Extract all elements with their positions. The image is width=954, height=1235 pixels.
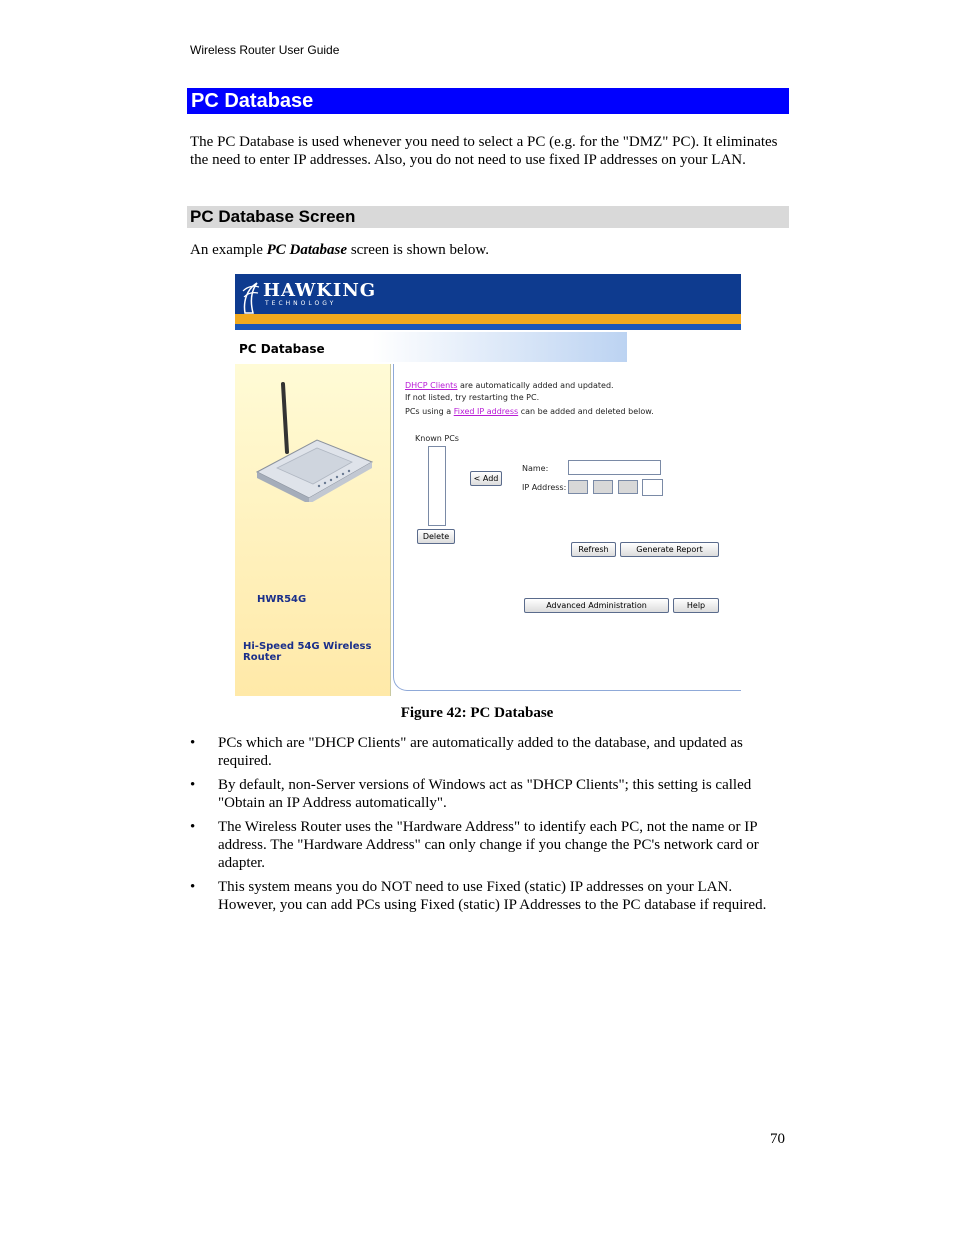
list-item bbox=[190, 776, 788, 812]
bullet-dot: • bbox=[190, 819, 196, 835]
help-button[interactable]: Help bbox=[673, 598, 719, 613]
example-line bbox=[190, 242, 489, 259]
example-emphasis: PC Database bbox=[266, 242, 348, 258]
bullet-text: This system means you do NOT need to use Fixed (static) IP addresses on your LAN. However, you can add PCs using Fixed (static) IP Addresses to the PC database if required. bbox=[218, 879, 767, 913]
bullet-text: By default, non-Server versions of Windows act as "DHCP Clients"; this setting is called "Obtain an IP Address automatically". bbox=[218, 777, 752, 811]
info-line-1-rest: are automatically added and updated. bbox=[457, 381, 614, 390]
bullet-dot: • bbox=[190, 879, 196, 895]
name-input[interactable] bbox=[568, 460, 661, 475]
banner-stripe-blue bbox=[235, 324, 741, 330]
router-image-icon bbox=[247, 382, 377, 502]
advanced-administration-button[interactable]: Advanced Administration bbox=[524, 598, 669, 613]
example-suffix: screen is shown below. bbox=[347, 242, 489, 258]
bullet-text: The Wireless Router uses the "Hardware Address" to identify each PC, not the name or IP address. The "Hardware Address" can only change if you change the PC's network card or adapter. bbox=[218, 819, 759, 871]
dhcp-clients-link[interactable]: DHCP Clients bbox=[405, 381, 458, 390]
refresh-button[interactable]: Refresh bbox=[571, 542, 616, 557]
screenshot-page-title: PC Database bbox=[239, 342, 325, 356]
ip-octet-2-input[interactable] bbox=[593, 480, 613, 494]
hawk-logo-icon bbox=[241, 279, 261, 319]
ip-octet-1-input[interactable] bbox=[568, 480, 588, 494]
ip-octet-4-input[interactable] bbox=[642, 479, 663, 496]
screenshot-banner bbox=[235, 274, 741, 330]
router-tagline: Hi-Speed 54G Wireless Router bbox=[243, 641, 372, 663]
bullet-text: PCs which are "DHCP Clients" are automatically added to the database, and updated as required. bbox=[218, 735, 743, 769]
info-line-3-rest: can be added and deleted below. bbox=[518, 407, 654, 416]
page-number: 70 bbox=[770, 1131, 785, 1147]
info-line-3-prefix: PCs using a bbox=[405, 407, 454, 416]
section-title: PC Database bbox=[187, 88, 789, 114]
router-model-label: HWR54G bbox=[257, 594, 307, 605]
add-button[interactable]: < Add bbox=[470, 471, 502, 486]
figure-caption: Figure 42: PC Database bbox=[400, 705, 554, 721]
list-item bbox=[190, 734, 788, 770]
info-line-3 bbox=[405, 407, 654, 416]
pc-database-screenshot bbox=[235, 274, 741, 696]
bullet-dot: • bbox=[190, 777, 196, 793]
info-line-1 bbox=[405, 381, 614, 390]
bullet-list bbox=[190, 734, 788, 920]
intro-paragraph: The PC Database is used whenever you need to select a PC (e.g. for the "DMZ" PC). It eliminates the need to enter IP addresses. Also, you do not need to use fixed IP addresses on your LAN. bbox=[190, 134, 778, 168]
screenshot-sidebar bbox=[235, 364, 391, 696]
bullet-dot: • bbox=[190, 735, 196, 751]
delete-button[interactable]: Delete bbox=[417, 529, 455, 544]
brand-subtitle: TECHNOLOGY bbox=[265, 300, 337, 307]
running-header: Wireless Router User Guide bbox=[190, 43, 340, 57]
ip-octet-3-input[interactable] bbox=[618, 480, 638, 494]
ip-address-label: IP Address: bbox=[522, 483, 567, 492]
brand-wordmark: HAWKING bbox=[263, 280, 377, 301]
known-pcs-label: Known PCs bbox=[415, 434, 459, 443]
subsection-title: PC Database Screen bbox=[187, 206, 789, 228]
banner-stripe-orange bbox=[235, 314, 741, 324]
list-item bbox=[190, 878, 788, 914]
known-pcs-list[interactable] bbox=[428, 446, 446, 526]
name-label: Name: bbox=[522, 464, 549, 473]
fixed-ip-link[interactable]: Fixed IP address bbox=[453, 407, 519, 416]
info-line-2: If not listed, try restarting the PC. bbox=[405, 393, 540, 402]
example-prefix: An example bbox=[190, 242, 267, 258]
list-item bbox=[190, 818, 788, 872]
generate-report-button[interactable]: Generate Report bbox=[620, 542, 719, 557]
